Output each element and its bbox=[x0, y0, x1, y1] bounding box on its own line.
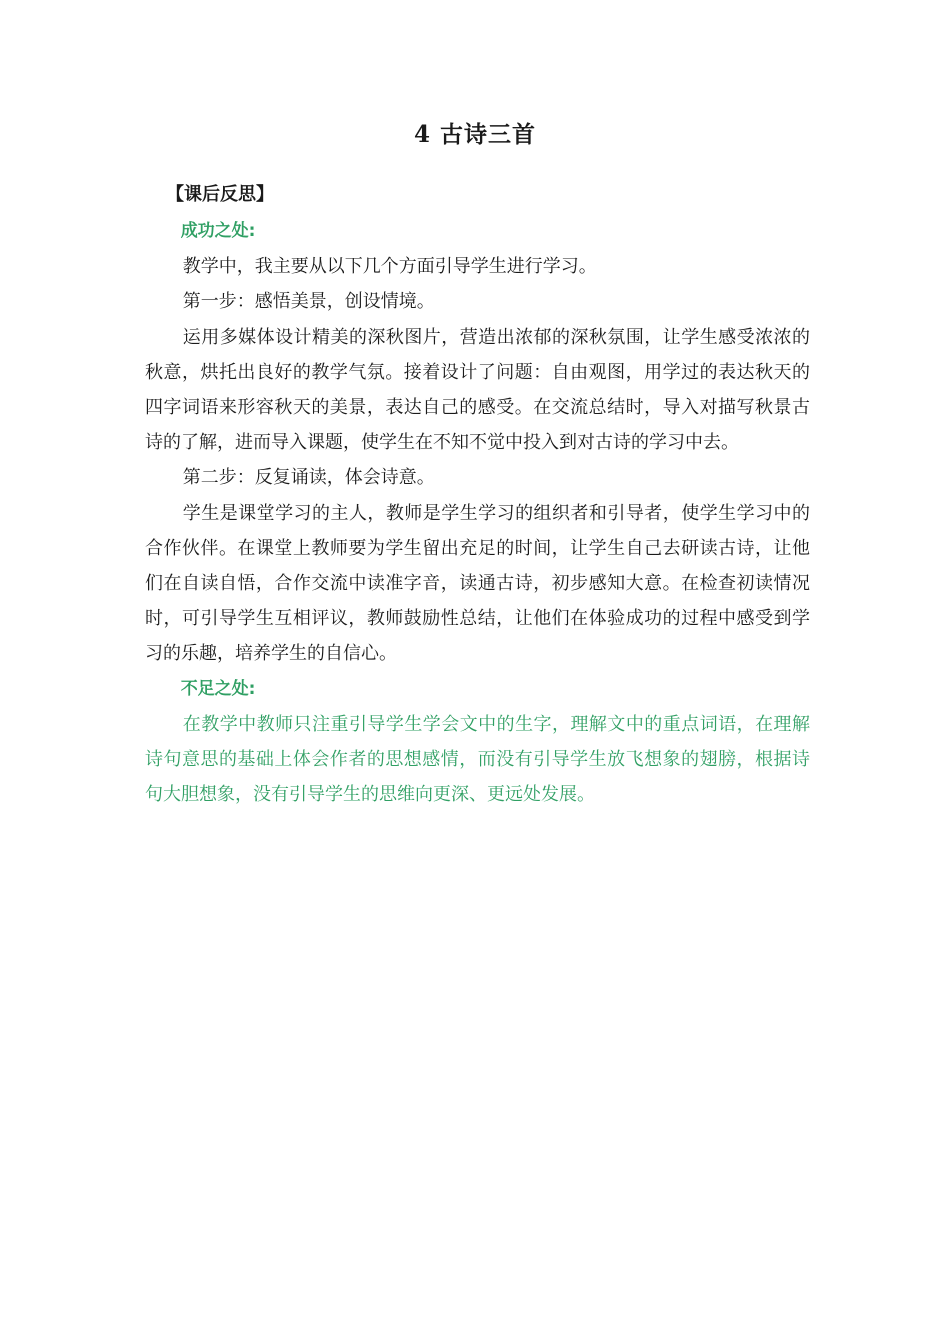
success-step-two-paragraph: 学生是课堂学习的主人，教师是学生学习的组织者和引导者，使学生学习中的合作伙伴。在课堂上教师要为学生留出充足的时间，让学生自己去研读古诗，让他们在自读自悟，合作交流中读准字音，读通古诗，初步感知大意。在检查初读情况时，可引导学生互相评议，教师鼓励性总结，让他们在体验成功的过程中感受到学习的乐趣，培养学生的自信心。 bbox=[145, 502, 810, 665]
success-step-one-paragraph: 运用多媒体设计精美的深秋图片，营造出浓郁的深秋氛围，让学生感受浓浓的秋意，烘托出良好的教学气氛。接着设计了问题：自由观图，用学过的表达秋天的四字词语来形容秋天的美景，表达自己的感受。在交流总结时，导入对描写秋景古诗的了解，进而导入课题，使学生在不知不觉中投入到对古诗的学习中去。 bbox=[145, 326, 810, 454]
shortcoming-heading: 不足之处: bbox=[180, 678, 256, 699]
success-step-one-heading: 第一步：感悟美景，创设情境。 bbox=[182, 291, 435, 313]
document-title: 4 古诗三首 bbox=[413, 121, 536, 148]
shortcoming-paragraph: 在教学中教师只注重引导学生学会文中的生字，理解文中的重点词语，在理解诗句意思的基础上体会作者的思想感情，而没有引导学生放飞想象的翅膀，根据诗句大胆想象，没有引导学生的思维向更深、更远处发展。 bbox=[145, 713, 810, 806]
success-step-two-heading: 第二步：反复诵读，体会诗意。 bbox=[182, 467, 435, 489]
document-body bbox=[145, 214, 810, 812]
section-heading: 【课后反思】 bbox=[166, 184, 274, 205]
success-heading: 成功之处: bbox=[180, 221, 256, 241]
success-paragraph-intro: 教学中，我主要从以下几个方面引导学生进行学习。 bbox=[182, 256, 597, 278]
